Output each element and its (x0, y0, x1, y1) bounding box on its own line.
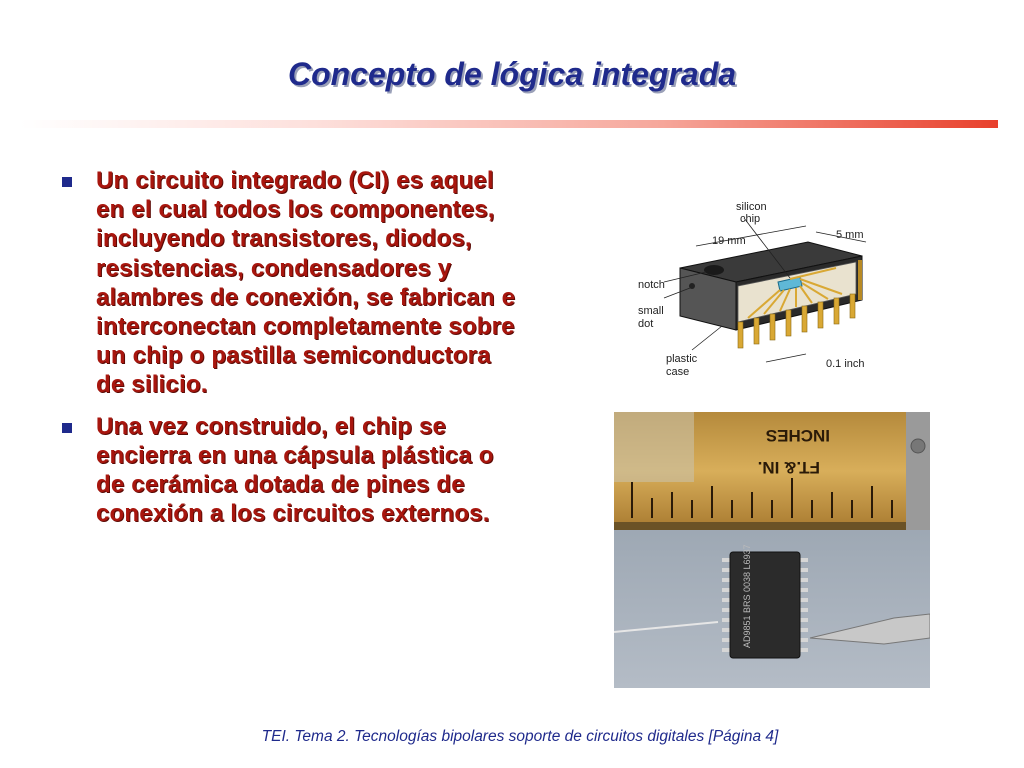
diagram-label-case: case (666, 366, 690, 378)
square-bullet-icon (62, 177, 72, 187)
diagram-label-dot: dot (638, 318, 654, 330)
diagram-label-silicon: silicon (736, 201, 767, 213)
diagram-label-width: 5 mm (836, 229, 864, 241)
ruler-text-ftin: FT.& IN. (757, 458, 820, 477)
bullet-item (58, 412, 518, 529)
diagram-label-pitch: 0.1 inch (826, 358, 865, 370)
chip-ruler-photo (614, 412, 930, 688)
diagram-label-small: small (638, 305, 664, 317)
bullet-item (58, 166, 518, 400)
bullet-text: Un circuito integrado (CI) es aquel en el cual todos los componentes, incluyendo transistores, diodos, resistencias, condensadores y alambres de conexión, se fabrican e interconectan completamente sobre un chip o pastilla semiconductora de silicio. (96, 167, 516, 399)
bullet-text: Una vez construido, el chip se encierra en una cápsula plástica o de cerámica dotada de pines de conexión a los circuitos externos. (96, 412, 494, 528)
slide-title: Concepto de lógica integrada (287, 56, 737, 92)
title-divider (20, 120, 998, 128)
diagram-label-notch: notch (638, 279, 665, 291)
ic-package-diagram (630, 190, 880, 385)
diagram-label-chip: chip (740, 213, 761, 225)
diagram-label-length: 19 mm (712, 235, 746, 247)
diagram-label-plastic: plastic (666, 353, 698, 365)
square-bullet-icon (62, 423, 72, 433)
slide-footer: TEI. Tema 2. Tecnologías bipolares soporte de circuitos digitales [Página 4] (261, 728, 779, 745)
ruler-text-inches: INCHES (765, 426, 830, 445)
chip-marking: AD9851 BRS 0038 L6937 (742, 544, 752, 648)
bullet-list (58, 166, 518, 540)
